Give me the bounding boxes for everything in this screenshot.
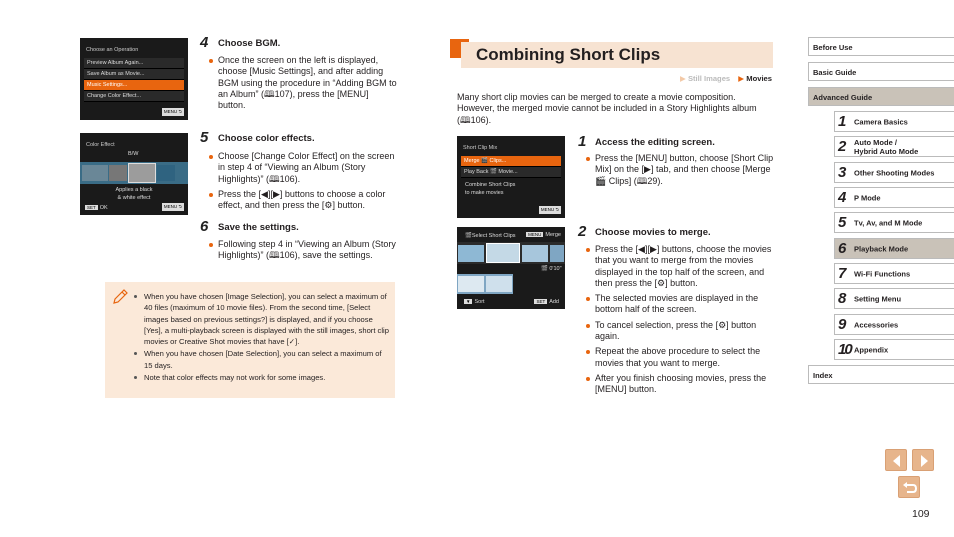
set-label: OK: [99, 205, 108, 211]
chapter-number: 4: [838, 189, 847, 206]
screen-title: Choose an Operation: [86, 47, 139, 53]
chapter-tv-av-m-mode[interactable]: [834, 212, 954, 233]
chapter-label: P Mode: [854, 193, 881, 202]
step-1-bullets: [585, 153, 775, 191]
chapter-accessories[interactable]: [834, 314, 954, 335]
color-effect-screen: [80, 133, 188, 215]
return-arrow-icon: [899, 477, 921, 499]
sidebar-basic-guide[interactable]: Basic Guide: [808, 62, 954, 81]
menu-button-badge: MENU: [528, 232, 542, 237]
add-label: Add: [549, 299, 559, 305]
menu-button-badge: MENU ⮌: [163, 204, 182, 209]
menu-button-badge: MENU ⮌: [163, 109, 182, 114]
bullet-item: Once the screen on the left is displayed, choose [Music Settings], and after adding BGM using the procedure in “Adding BGM to an Album” (🕮107), press the [MENU] button.: [208, 55, 398, 111]
chapter-label: Wi-Fi Functions: [854, 269, 911, 278]
screen-title: Color Effect: [86, 142, 115, 148]
sort-hint: [464, 299, 485, 305]
clip-thumbnail: [458, 276, 484, 292]
chapter-label: Setting Menu: [854, 294, 902, 303]
chapter-label-line: Hybrid Auto Mode: [854, 146, 919, 156]
step-title: Choose BGM.: [218, 38, 281, 49]
selected-clips-strip: [457, 274, 513, 294]
down-arrow-icon: ▼: [466, 299, 471, 304]
step-number: 4: [200, 34, 209, 51]
bullet-item: Repeat the above procedure to select the movies that you want to merge.: [585, 346, 775, 369]
clip-duration: 🎬 0'10": [541, 266, 562, 272]
bullet-item: Press the [◀][▶] buttons to choose a color effect, and then press the [⚙] button.: [208, 189, 398, 212]
effect-strip: [80, 162, 188, 184]
menu-item-selected: Merge 🎬 Clips...: [461, 156, 561, 167]
chapter-number: 5: [838, 214, 847, 231]
menu-item: Save Album as Movie...: [84, 69, 184, 80]
arrow-right-icon: ▶: [738, 74, 745, 83]
pencil-icon: [111, 288, 129, 306]
description-line: & white effect: [117, 195, 151, 201]
effect-thumbnail: [82, 165, 108, 181]
chapter-setting-menu[interactable]: [834, 288, 954, 309]
step-5-bullets: [208, 151, 398, 215]
clip-thumbnail: [458, 245, 484, 262]
step-title: Access the editing screen.: [595, 137, 715, 148]
return-button[interactable]: [898, 476, 920, 498]
music-settings-screen: [80, 38, 188, 120]
screen-title: 🎬Select Short Clips: [465, 233, 516, 239]
sidebar-advanced-guide[interactable]: Advanced Guide: [808, 87, 954, 106]
page-title: Combining Short Clips: [476, 45, 661, 64]
chapter-playback-mode[interactable]: [834, 238, 954, 259]
set-button-badge: SET: [536, 299, 546, 304]
mode-still-images: Still Images: [687, 74, 731, 83]
chapter-label: [854, 138, 918, 156]
chapter-p-mode[interactable]: [834, 187, 954, 208]
menu-item-selected: Music Settings...: [84, 80, 184, 91]
bullet-item: Press the [MENU] button, choose [Short Clip Mix] on the [▶] tab, and then choose [Merge 🎬 Clips] (🕮29).: [585, 153, 775, 187]
chapter-auto-mode[interactable]: [834, 136, 954, 157]
step-number: 6: [200, 218, 209, 235]
short-clip-mix-screen: [457, 136, 565, 218]
next-page-button[interactable]: [912, 449, 934, 471]
note-box: [105, 282, 395, 398]
description-line: to make movies: [465, 190, 504, 196]
chapter-label: Camera Basics: [854, 117, 908, 126]
add-hint: [534, 299, 559, 305]
set-ok-hint: [85, 205, 108, 211]
clip-mix-menu: [461, 156, 561, 178]
clip-thumbnails: [457, 242, 565, 264]
clip-thumbnail: [522, 245, 548, 262]
chevron-right-icon: [913, 450, 935, 472]
chapter-number: 7: [838, 265, 847, 282]
chapter-appendix[interactable]: [834, 339, 954, 360]
chapter-number: 9: [838, 316, 847, 333]
description-line: Applies a black: [115, 187, 153, 193]
sidebar-index[interactable]: Index: [808, 365, 954, 384]
step-title: Save the settings.: [218, 222, 299, 233]
sidebar-before-use[interactable]: Before Use: [808, 37, 954, 56]
effect-thumbnail-selected: [128, 163, 156, 183]
chapter-number: 6: [838, 240, 847, 257]
description-line: Combine Short Clips: [465, 182, 516, 188]
arrow-right-icon: ▶: [679, 74, 686, 83]
merge-hint: [526, 232, 561, 238]
note-item: Note that color effects may not work for some images.: [133, 372, 389, 383]
chapter-camera-basics[interactable]: [834, 111, 954, 132]
chevron-left-icon: [886, 450, 908, 472]
operation-menu: [84, 58, 184, 102]
effect-description: [80, 186, 188, 202]
chapter-number: 2: [838, 138, 847, 155]
chapter-number: 8: [838, 290, 847, 307]
chapter-other-shooting-modes[interactable]: [834, 162, 954, 183]
current-effect: B/W: [128, 151, 139, 157]
step-2-bullets: [585, 244, 775, 400]
chapter-label: Playback Mode: [854, 244, 909, 253]
sort-label: Sort: [474, 299, 485, 305]
mode-indicator: [600, 74, 772, 83]
chapter-number: 10: [838, 341, 851, 358]
chapter-number: 1: [838, 113, 847, 130]
step-number: 5: [200, 129, 209, 146]
menu-item: Play Back 🎬 Movie...: [461, 167, 561, 178]
page-number: 109: [912, 508, 930, 520]
note-item: When you have chosen [Date Selection], you can select a maximum of 15 days.: [133, 348, 389, 371]
note-list: [133, 291, 389, 384]
note-item: When you have chosen [Image Selection], you can select a maximum of 40 files (maximum of 10 movie files). From the second time, [Select images based on previous settings?] is displayed, and if you choose [Yes], a multi-playback screen is displayed with the still images, short clip movies or Creative Shot movies that have [✓].: [133, 291, 389, 347]
chapter-number: 3: [838, 164, 847, 181]
set-button-badge: SET: [87, 205, 96, 210]
chapter-wifi-functions[interactable]: [834, 263, 954, 284]
step-number: 2: [578, 223, 587, 240]
bullet-item: To cancel selection, press the [⚙] button again.: [585, 320, 775, 343]
bullet-item: Choose [Change Color Effect] on the screen in step 4 of “Viewing an Album (Story Highlights)” (🕮106).: [208, 151, 398, 185]
clip-thumbnail: [486, 276, 512, 292]
bullet-item: Press the [◀][▶] buttons, choose the movies that you want to merge from the movies displayed in the top half of the screen, and then press the [⚙] button.: [585, 244, 775, 289]
chapter-label-line: Auto Mode /: [854, 137, 897, 147]
step-number: 1: [578, 133, 587, 150]
screen-description: [465, 181, 515, 197]
step-title: Choose color effects.: [218, 133, 315, 144]
step-4-bullets: [208, 55, 398, 115]
chapter-label: Appendix: [854, 345, 889, 354]
previous-page-button[interactable]: [885, 449, 907, 471]
bullet-item: Following step 4 in “Viewing an Album (Story Highlights)” (🕮106), save the settings.: [208, 239, 398, 262]
menu-item: Preview Album Again...: [84, 58, 184, 69]
intro-text: Many short clip movies can be merged to create a movie composition. However, the merged movie cannot be included in a Story Highlights album (🕮106).: [457, 92, 757, 125]
select-short-clips-screen: [457, 227, 565, 309]
clip-thumbnail-selected: [486, 243, 520, 263]
menu-item: Change Color Effect...: [84, 91, 184, 102]
chapter-label: Accessories: [854, 320, 899, 329]
chapter-label: Tv, Av, and M Mode: [854, 218, 923, 227]
clip-thumbnail: [550, 245, 564, 262]
merge-label: Merge: [545, 232, 561, 238]
screen-title: Short Clip Mix: [463, 145, 498, 151]
bullet-item: After you finish choosing movies, press the [MENU] button.: [585, 373, 775, 396]
menu-button-badge: MENU ⮌: [540, 207, 559, 212]
effect-thumbnail: [157, 165, 175, 181]
step-title: Choose movies to merge.: [595, 227, 711, 238]
step-6-bullets: [208, 239, 398, 266]
effect-thumbnail: [109, 165, 127, 181]
chapter-label: Other Shooting Modes: [854, 168, 935, 177]
mode-movies: Movies: [746, 74, 772, 83]
bullet-item: The selected movies are displayed in the bottom half of the screen.: [585, 293, 775, 316]
